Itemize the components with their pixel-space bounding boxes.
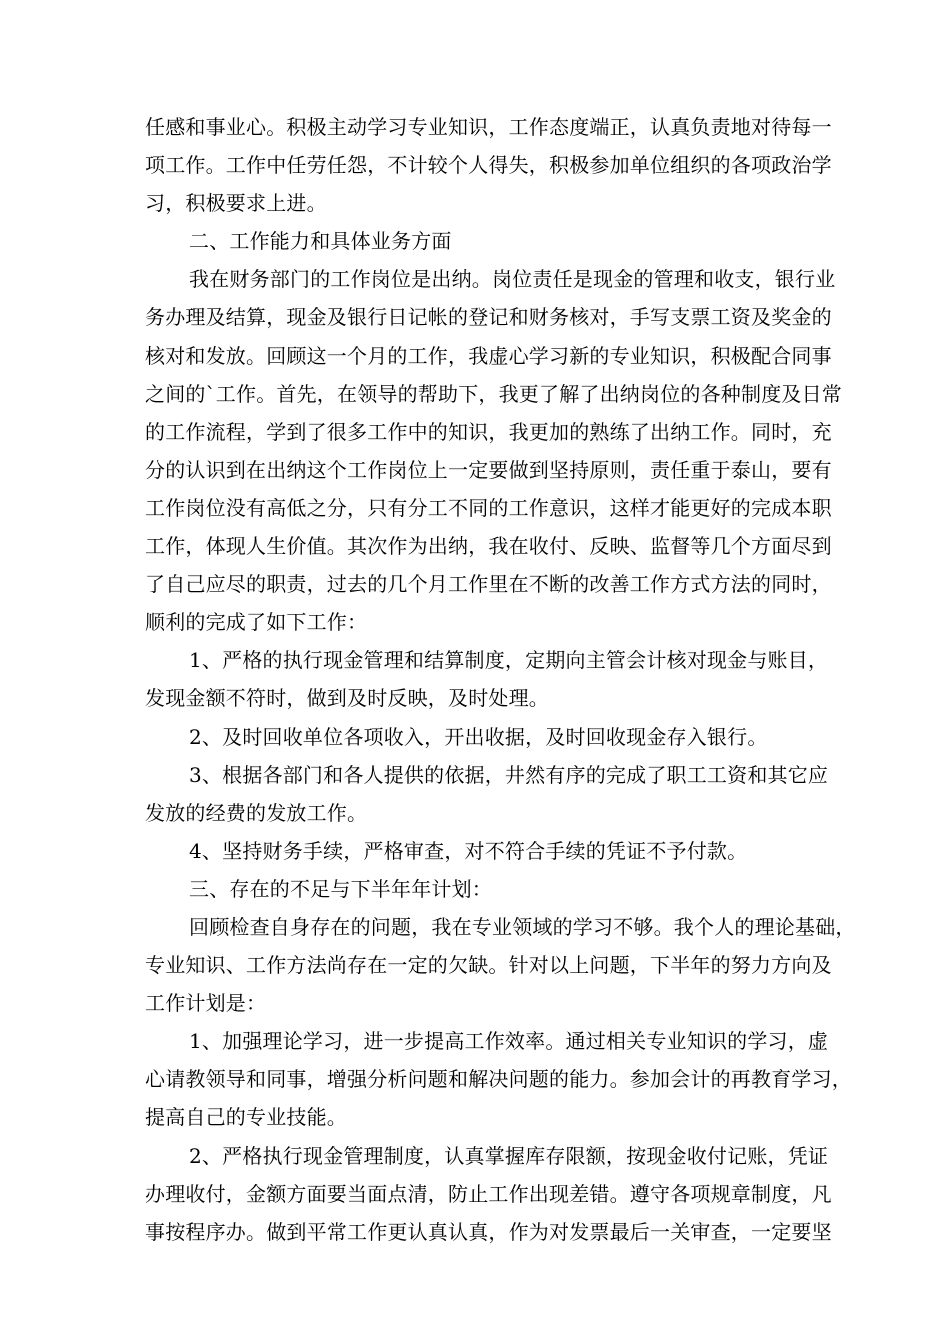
- text-line: 办理收付，金额方面要当面点清，防止工作出现差错。遵守各项规章制度，凡: [145, 1181, 832, 1206]
- text-line: 二、工作能力和具体业务方面: [189, 229, 452, 254]
- text-line: 的工作流程，学到了很多工作中的知识，我更加的熟练了出纳工作。同时，充: [145, 419, 832, 444]
- text-line: 3、根据各部门和各人提供的依据，井然有序的完成了职工工资和其它应: [189, 762, 829, 787]
- text-line: 三、存在的不足与下半年年计划：: [189, 876, 492, 901]
- text-line: 工作计划是：: [145, 991, 267, 1016]
- text-line: 发现金额不符时，做到及时反映，及时处理。: [145, 686, 549, 711]
- text-line: 分的认识到在出纳这个工作岗位上一定要做到坚持原则，责任重于泰山，要有: [145, 457, 832, 482]
- text-line: 提高自己的专业技能。: [145, 1105, 347, 1130]
- text-line: 之间的`工作。首先，在领导的帮助下，我更了解了出纳岗位的各种制度及日常: [145, 381, 842, 406]
- document-page: [145, 108, 856, 1251]
- text-line: 2、及时回收单位各项收入，开出收据，及时回收现金存入银行。: [189, 724, 768, 749]
- text-line: 1、加强理论学习，进一步提高工作效率。通过相关专业知识的学习，虚: [189, 1029, 829, 1054]
- text-line: 事按程序办。做到平常工作更认真认真，作为对发票最后一关审查，一定要坚: [145, 1219, 832, 1244]
- text-line: 我在财务部门的工作岗位是出纳。岗位责任是现金的管理和收支，银行业: [189, 267, 836, 292]
- text-line: 回顾检查自身存在的问题，我在专业领域的学习不够。我个人的理论基础，: [189, 914, 856, 939]
- text-line: 习，积极要求上进。: [145, 191, 327, 216]
- text-line: 工作，体现人生价值。其次作为出纳，我在收付、反映、监督等几个方面尽到: [145, 534, 832, 559]
- text-line: 发放的经费的发放工作。: [145, 800, 368, 825]
- text-line: 专业知识、工作方法尚存在一定的欠缺。针对以上问题，下半年的努力方向及: [145, 953, 832, 978]
- text-line: 任感和事业心。积极主动学习专业知识，工作态度端正，认真负责地对待每一: [145, 115, 832, 139]
- text-line: 工作岗位没有高低之分，只有分工不同的工作意识，这样才能更好的完成本职: [145, 495, 832, 520]
- text-line: 1、严格的执行现金管理和结算制度，定期向主管会计核对现金与账目，: [189, 648, 829, 673]
- text-line: 了自己应尽的职责，过去的几个月工作里在不断的改善工作方式方法的同时，: [145, 572, 832, 597]
- text-line: 项工作。工作中任劳任怨，不计较个人得失，积极参加单位组织的各项政治学: [145, 153, 832, 178]
- text-line: 核对和发放。回顾这一个月的工作，我虚心学习新的专业知识，积极配合同事: [145, 343, 832, 368]
- text-line: 务办理及结算，现金及银行日记帐的登记和财务核对，手写支票工资及奖金的: [145, 305, 832, 330]
- text-line: 顺利的完成了如下工作：: [145, 610, 368, 635]
- text-line: 心请教领导和同事，增强分析问题和解决问题的能力。参加会计的再教育学习，: [145, 1067, 852, 1092]
- text-line: 2、严格执行现金管理制度，认真掌握库存限额，按现金收付记账，凭证: [189, 1143, 829, 1168]
- text-line: 4、坚持财务手续，严格审查，对不符合手续的凭证不予付款。: [189, 838, 748, 863]
